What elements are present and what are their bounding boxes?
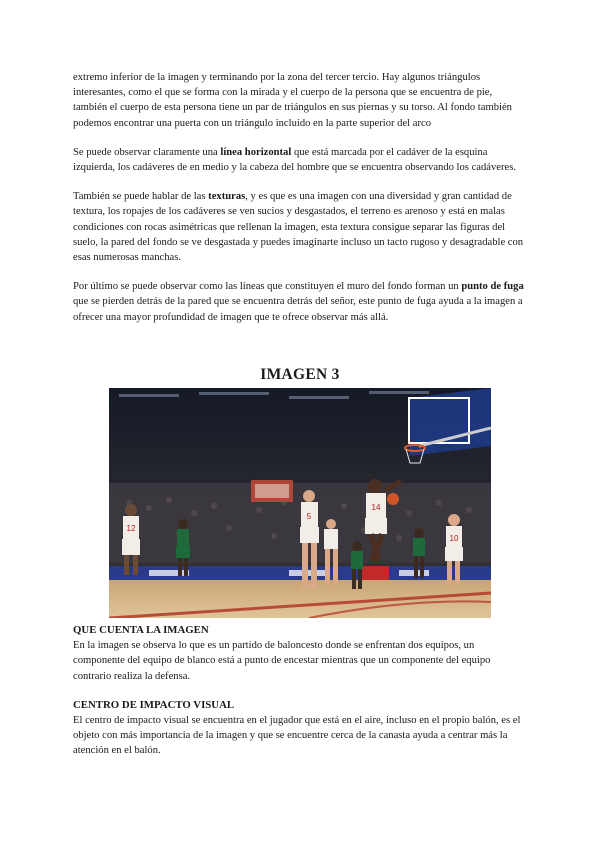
bold-term: línea horizontal [220,146,292,158]
image-title: IMAGEN 3 [260,366,340,383]
text-run: , y es que es una imagen con una diversidad y gran cantidad de textura, los ropajes de los cadáveres se ven sucios y desgastados, el terreno es arenoso y está en malas condiciones con rocas asimétricas que rellenan la imagen, esta textura consigue separar las figuras del suelo, la pared del fondo se ve desgastada y puedes imaginarte incluso un tacto rugoso y desagradable con esas numerosas manchas. [73,191,524,264]
section-text-story: En la imagen se observa lo que es un partido de baloncesto donde se enfrentan dos equipos, un componente del equipo de blanco está a punto de encestar mientras que un componente del equipo contrario realiza la defensa. [73,640,491,682]
analysis-sections [73,623,525,759]
text-run: que se pierden detrás de la pared que se encuentra detrás del señor, este punto de fuga ayuda a la imagen a ofrecer una mayor profundidad de imagen que te ofrece observar más allá. [73,296,523,323]
jersey-number: 14 [371,503,381,512]
paragraph-horizontal-line [73,145,525,175]
text-run: Se puede observar claramente una [73,146,221,158]
basketball-photo [109,388,491,618]
paragraph-triangles: extremo inferior de la imagen y terminando por la zona del tercer tercio. Hay algunos triángulos interesantes, como el que se forma con la mirada y el cuerpo de la persona que se encuentra de pie, también el cuerpo de esta persona tiene un par de triángulos en sus piernas y su torso. Al fondo también podemos encontrar una puerta con un triángulo incluido en la parte superior del arco [73,72,512,129]
jersey-number: 12 [126,524,136,533]
jersey-number: 5 [306,512,312,521]
bold-term: texturas [208,191,246,203]
paragraph-vanishing-point [73,279,525,325]
section-heading-impact: CENTRO DE IMPACTO VISUAL [73,698,235,711]
body-text [73,70,525,325]
paragraph-textures [73,189,525,265]
text-run: que está marcada por el cadáver de la esquina izquierda, los cadáveres de en medio y la cabeza del hombre que se encuentra observando los cadáveres. [73,146,516,174]
section-heading-story: QUE CUENTA LA IMAGEN [73,624,209,636]
text-run: También se puede hablar de las [73,191,209,203]
section-text-impact: El centro de impacto visual se encuentra en el jugador que está en el aire, incluso en el propio balón, es el objeto con más importancia de la imagen y que se encuentre cerca de la canasta ayuda a centrar más la atención en el balón. [73,715,521,757]
text-run: Por último se puede observar como las líneas que constituyen el muro del fondo forman un [73,281,462,293]
jersey-number: 10 [449,534,459,543]
bold-term: punto de fuga [461,281,524,293]
